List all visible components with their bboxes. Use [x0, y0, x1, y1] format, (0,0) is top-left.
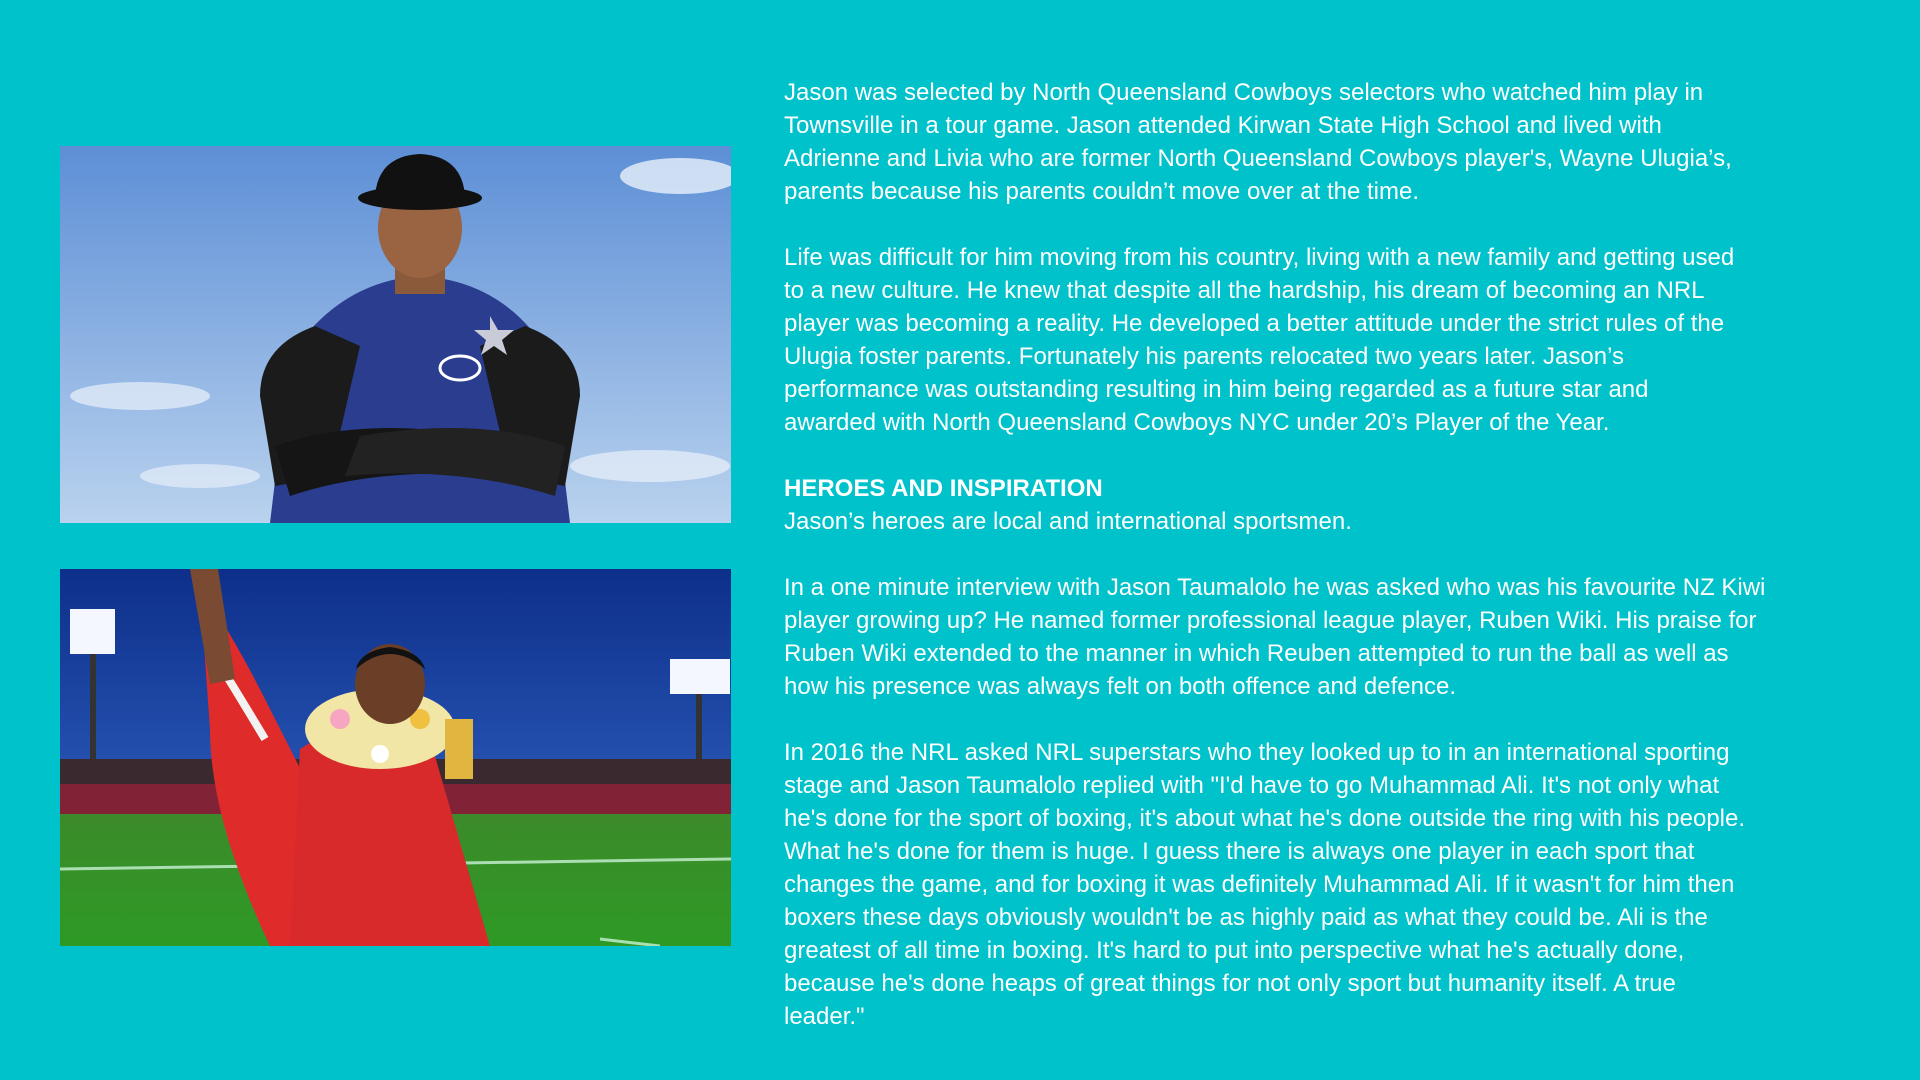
player-celebration-photo — [60, 569, 731, 946]
paragraph-life-difficulty: Life was difficult for him moving from his country, living with a new family and getting used to a new culture. He knew that despite all the hardship, his dream of becoming an NRL player was becoming a reality. He developed a better attitude under the strict rules of the Ulugia foster parents. Fortunately his parents relocated two years later. Jason’s performance was outstanding resulting in him being regarded as a future star and awarded with North Queensland Cowboys NYC under 20’s Player of the Year. — [784, 244, 1735, 436]
paragraph-selection: Jason was selected by North Queensland Cowboys selectors who watched him play in Townsville in a tour game. Jason attended Kirwan State High School and lived with Adrienne and Livia who are former North Queensland Cowboys player's, Wayne Ulugia’s, parents because his parents couldn’t move over at the time. — [784, 79, 1732, 205]
player-portrait-photo — [60, 146, 731, 523]
player-celebration-image — [60, 569, 731, 946]
paragraph-heroes-intro: Jason’s heroes are local and international sportsmen. — [784, 508, 1352, 535]
paragraph-muhammad-ali-quote: In 2016 the NRL asked NRL superstars who they looked up to in an international sporting stage and Jason Taumalolo replied with "I'd have to go Muhammad Ali. It's not only what he's done for the sport of boxing, it's about what he's done outside the ring with his people. What he's done for them is huge. I guess there is always one player in each sport that changes the game, and for boxing it was definitely Muhammad Ali. If it wasn't for him then boxers these days obviously wouldn't be as highly paid as what they could be. Ali is the greatest of all time in boxing. It's hard to put into perspective what he's actually done, because he's done heaps of great things for not only sport but humanity itself. A true leader." — [784, 739, 1746, 1030]
player-portrait-image — [60, 146, 731, 523]
paragraph-ruben-wiki: In a one minute interview with Jason Taumalolo he was asked who was his favourite NZ Kiwi player growing up? He named former professional league player, Ruben Wiki. His praise for Ruben Wiki extended to the manner in which Reuben attempted to run the ball as well as how his presence was always felt on both offence and defence. — [784, 574, 1766, 700]
biography-text — [784, 76, 1864, 1033]
section-heading-heroes: HEROES AND INSPIRATION — [784, 475, 1103, 502]
